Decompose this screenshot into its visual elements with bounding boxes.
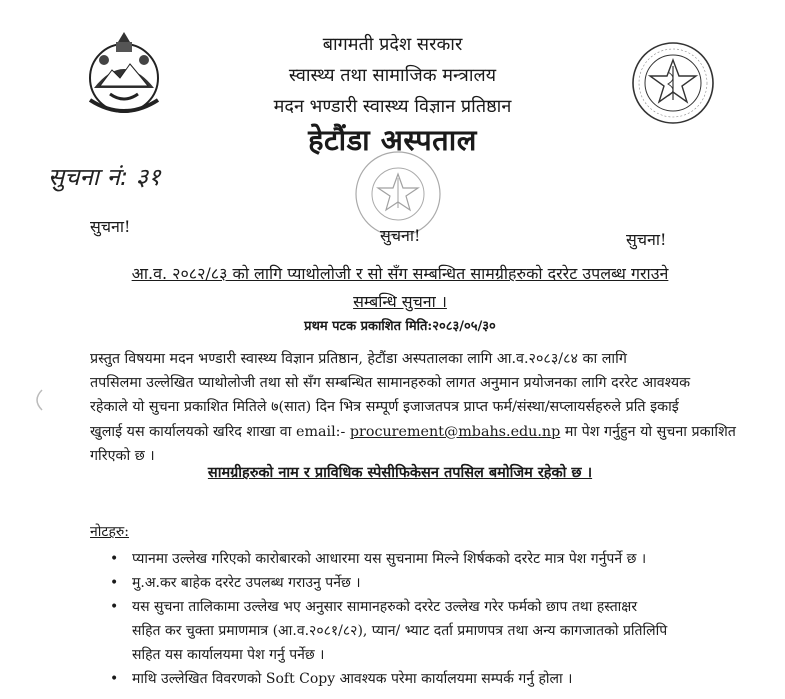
specification-heading: सामग्रीहरुको नाम र प्राविधिक स्पेसीफिकेसन तपसिल बमोजिम रहेको छ । (207, 464, 593, 481)
note-text: यस सुचना तालिकामा उल्लेख भए अनुसार सामानहरुको दररेट उल्लेख गरेर फर्मको छाप तथा हस्ताक्षर (132, 599, 638, 615)
body-paragraph (90, 347, 736, 468)
bullet-icon: • (110, 551, 119, 567)
notice-title-line1: आ.व. २०८२/८३ को लागि प्याथोलोजी र सो सँग सम्बन्धित सामग्रीहरुको दररेट उपलब्ध गराउने (131, 264, 669, 283)
procurement-email-link[interactable]: procurement@mbahs.edu.np (349, 423, 561, 440)
header-province: बागमती प्रदेश सरकार (322, 34, 463, 55)
body-line: गरिएको छ । (90, 447, 155, 464)
note-text: मु.अ.कर बाहेक दररेट उपलब्ध गराउनु पर्नेछ । (132, 575, 361, 591)
header-academy: मदन भण्डारी स्वास्थ्य विज्ञान प्रतिष्ठान (273, 96, 512, 117)
notice-word-right: सुचना! (626, 230, 667, 249)
bullet-icon: • (110, 575, 119, 591)
note-item (110, 667, 730, 691)
notes-heading: नोटहरु: (90, 524, 129, 540)
notice-number: सुचना नं: ३१ (48, 163, 161, 191)
bullet-icon: • (110, 599, 119, 615)
note-text: सहित कर चुक्ता प्रमाणमात्र (आ.व.२०८१/८२), प्यान/ भ्याट दर्ता प्रमाणपत्र तथा अन्य कागजातको प्रतिलिपि (132, 623, 668, 639)
punch-hole-mark-icon (30, 388, 46, 412)
body-line: रहेकाले यो सुचना प्रकाशित मितिले ७(सात) दिन भित्र सम्पूर्ण इजाजतपत्र प्राप्त फर्म/संस्था/सप्लायर्सहरुले प्रति इकाई (90, 399, 679, 416)
body-line-email (90, 420, 736, 444)
note-item (110, 571, 730, 595)
body-line: प्रस्तुत विषयमा मदन भण्डारी स्वास्थ्य विज्ञान प्रतिष्ठान, हेटौंडा अस्पतालका लागि आ.व.२०८३/८४ का लागि (90, 351, 627, 367)
note-item (110, 547, 730, 571)
header-ministry: स्वास्थ्य तथा सामाजिक मन्त्रालय (288, 65, 497, 86)
published-date: प्रथम पटक प्रकाशित मिति:२०८३/०५/३० (304, 319, 496, 334)
body-text: मा पेश गर्नुहुन यो सुचना प्रकाशित (560, 423, 736, 440)
body-line: तपसिलमा उल्लेखित प्याथोलोजी तथा सो सँग सम्बन्धित सामानहरुको लागत अनुमान प्रयोजनका लागि दररेट आवश्यक (90, 375, 691, 392)
body-text: खुलाई यस कार्यालयको खरिद शाखा वा email:- (90, 423, 350, 440)
note-text: माथि उल्लेखित विवरणको Soft Copy आवश्यक परेमा कार्यालयमा सम्पर्क गर्नु होला । (132, 671, 573, 687)
note-text: सहित यस कार्यालयमा पेश गर्नु पर्नेछ । (132, 647, 325, 663)
notice-word-center: सुचना! (380, 226, 421, 245)
notes-list (110, 547, 730, 691)
header-hospital: हेटौंडा अस्पताल (308, 123, 477, 157)
bullet-icon: • (110, 671, 119, 687)
note-text: प्यानमा उल्लेख गरिएको कारोबारको आधारमा यस सुचनामा मिल्ने शिर्षकको दररेट मात्र पेश गर्नुपर्ने छ । (132, 551, 647, 567)
note-item (110, 595, 730, 667)
notice-word-left: सुचना! (90, 217, 131, 236)
notice-title-line2: सम्बन्धि सुचना । (353, 292, 447, 311)
